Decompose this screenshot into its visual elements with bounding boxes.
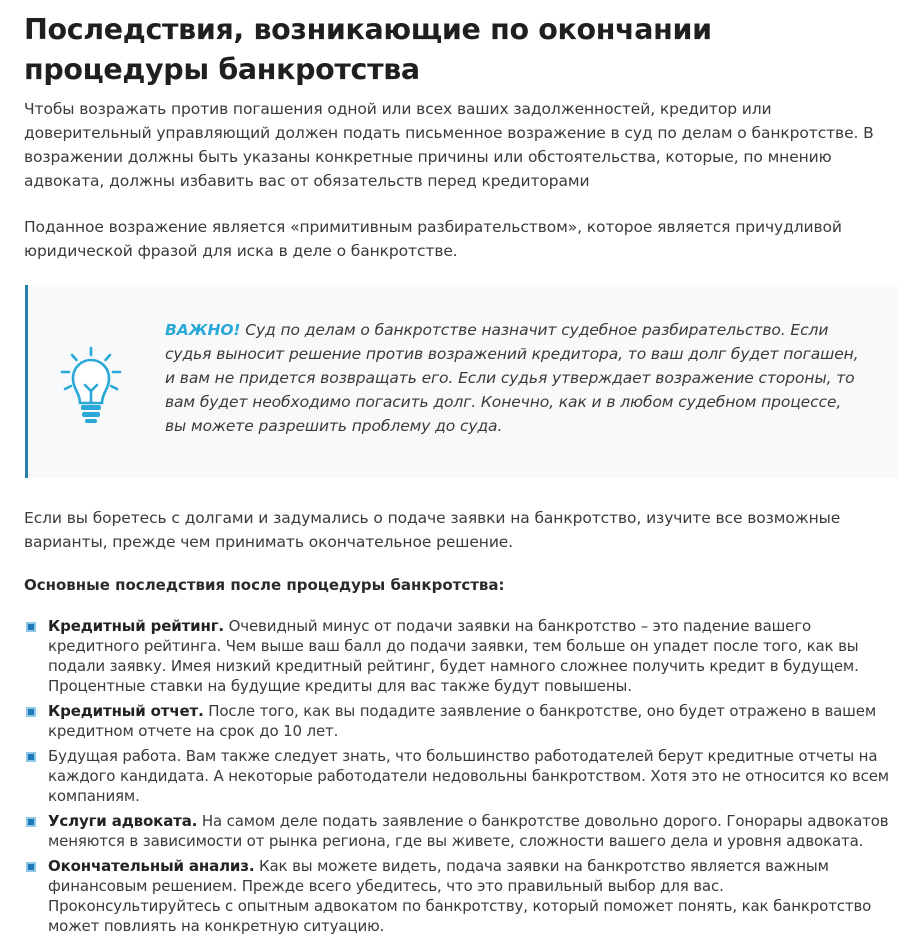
bullet-square-icon <box>26 707 36 717</box>
list-item-term: Услуги адвоката. <box>48 812 198 830</box>
bullet-square-icon <box>26 622 36 632</box>
bullet-square-icon <box>26 752 36 762</box>
list-item-text: На самом деле подать заявление о банкротстве довольно дорого. Гонорары адвокатов меняются в зависимости от рынка региона, где вы живете, сложности вашего дела и уровня адвоката. <box>48 812 889 850</box>
bullet-square-icon <box>26 817 36 827</box>
consequences-list <box>24 616 898 936</box>
list-item-term: Кредитный рейтинг. <box>48 617 224 635</box>
list-item-credit-report <box>24 701 898 741</box>
consequences-heading: Основные последствия после процедуры банкротства: <box>24 576 505 594</box>
list-item-future-work <box>24 746 898 806</box>
list-item-text: Будущая работа. Вам также следует знать, что большинство работодателей берут кредитные отчеты на каждого кандидата. А некоторые работодатели недовольны банкротством. Хотя это не относится ко всем компаниям. <box>48 747 889 805</box>
list-item-text: Как вы можете видеть, подача заявки на банкротство является важным финансовым решением. Прежде всего убедитесь, что это правильный выбор для вас. Проконсультируйтесь с опытным адвокатом по банкротству, который поможет понять, как банкротство может повлиять на конкретную ситуацию. <box>48 857 872 935</box>
paragraph-objection: Чтобы возражать против погашения одной или всех ваших задолженностей, кредитор или доверительный управляющий должен подать письменное возражение в суд по делам о банкротстве. В возражении должны быть указаны конкретные причины или обстоятельства, которые, по мнению адвоката, должны избавить вас от обязательств перед кредиторами <box>24 100 874 190</box>
callout-body: Суд по делам о банкротстве назначит судебное разбирательство. Если судья выносит решение против возражений кредитора, то ваш долг будет погашен, и вам не придется возвращать его. Если судья утверждает возражение стороны, то вам будет необходимо погасить долг. Конечно, как и в любом судебном процессе, вы можете разрешить проблему до суда. <box>165 321 859 435</box>
page-title: Последствия, возникающие по окончании процедуры банкротства <box>24 13 712 86</box>
list-item-text: Очевидный минус от подачи заявки на банкротство – это падение вашего кредитного рейтинга. Чем выше ваш балл до подачи заявки, тем больше он упадет после того, как вы подали заявку. Имея низкий кредитный рейтинг, будет намного сложнее получить кредит в будущем. Процентные ставки на будущие кредиты для вас также будут повышены. <box>48 617 859 695</box>
important-label: ВАЖНО! <box>165 321 241 339</box>
list-item-credit-rating <box>24 616 898 696</box>
list-item-text: После того, как вы подадите заявление о банкротстве, оно будет отражено в вашем кредитном отчете на срок до 10 лет. <box>48 702 877 740</box>
paragraph-advice: Если вы боретесь с долгами и задумались о подаче заявки на банкротство, изучите все возможные варианты, прежде чем принимать окончательное решение. <box>24 509 841 551</box>
bullet-square-icon <box>26 862 36 872</box>
list-item-final-analysis <box>24 856 898 936</box>
list-item-lawyer-services <box>24 811 898 851</box>
list-item-term: Кредитный отчет. <box>48 702 204 720</box>
important-callout <box>25 285 898 478</box>
lightbulb-icon <box>58 345 124 425</box>
callout-text <box>165 318 865 438</box>
list-item-term: Окончательный анализ. <box>48 857 255 875</box>
paragraph-adversary: Поданное возражение является «примитивным разбирательством», которое является причудливой юридической фразой для иска в деле о банкротстве. <box>24 218 842 260</box>
